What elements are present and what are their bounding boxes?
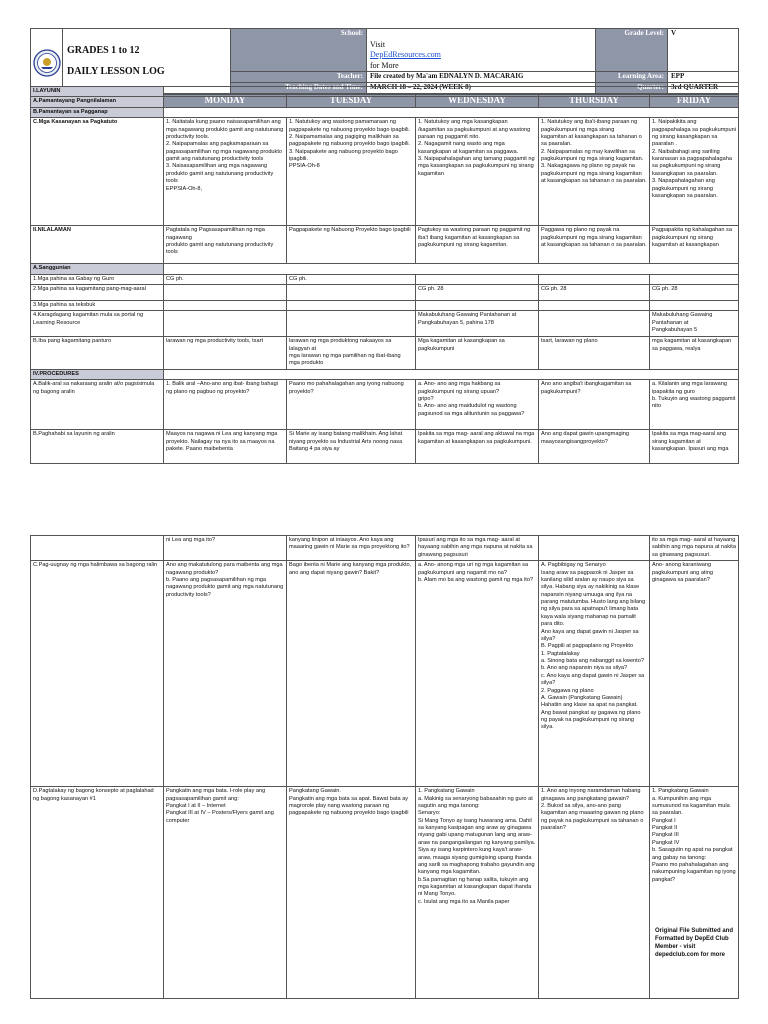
table-row <box>31 430 739 464</box>
section-row <box>31 369 739 379</box>
row-label: II.NILALAMAN <box>31 226 164 264</box>
day-cell-thursday <box>539 274 650 284</box>
table-row <box>31 337 739 370</box>
day-cell-thursday <box>539 536 650 561</box>
row-label: C.Mga Kasanayan sa Pagkatuto <box>31 118 164 226</box>
day-wednesday: WEDNESDAY <box>416 95 539 108</box>
day-cell-monday: Ano ang makatutulong para maibenta ang mga nagawang produkto? b. Paano ang pagsasapamilihan ng mga nagawang produkto gamit ang mga natutunang productivity tools? <box>164 561 287 787</box>
table-row <box>31 380 739 430</box>
row-label: C.Pag-uugnay ng mga halimbawa sa bagong ralin <box>31 561 164 787</box>
day-cell-tuesday: kanyang tinipon at iniaayos. Ano kaya ang maaaring gawin ni Marie sa mga proyektong ito? <box>287 536 416 561</box>
day-cell-monday: Pagtatala ng Pagsasapamilihan ng mga nagawang produkto gamit ang natutunang productivity tools <box>164 226 287 264</box>
day-cell-tuesday: Bago ibenta ni Marie ang kanyang mga produkto, ano ang dapat niyang gawin? Bakit? <box>287 561 416 787</box>
day-cell-monday: CG ph. <box>164 274 287 284</box>
day-thursday: THURSDAY <box>539 95 650 108</box>
teacher-value: File created by Ma'am EDNALYN D. MACARAIG <box>367 72 596 83</box>
day-cell-friday <box>650 274 739 284</box>
table-row <box>31 311 739 337</box>
day-cell-thursday: Ano ang dapat gawin upangmaging maayosangisangproyekto? <box>539 430 650 464</box>
school-visit-text: Visit <box>370 39 386 49</box>
section-empty <box>164 87 739 97</box>
day-cell-wednesday: a. Ano- ano ang mga hakbang sa pagkukumpuni ng sirang upuan? gripo? b. Ano- ano ang maidudulot ng wastong pagsunod sa mga alituntunin sa paggawa? <box>416 380 539 430</box>
day-cell-thursday: 1. Ano ang inyong naramdaman habang ginagawa ang pangkatang gawain? 2. Bukod sa silya, ano-ano pang kagamitan ang maaaring gawan ng plano ng payak na pagkukumpuni sa tahanan o paaralan? <box>539 787 650 999</box>
row-label: 4.Karagdagang kagamitan mula sa portal ng Learning Resource <box>31 311 164 337</box>
table-row <box>31 300 739 310</box>
dates-label: Teaching Dates and Time: <box>231 83 367 94</box>
day-cell-friday: Ano- anong karaniwang pagkukumpuni ang ating ginagawa sa paaralan? <box>650 561 739 787</box>
section-row <box>31 97 739 107</box>
lesson-table-page2 <box>30 535 738 999</box>
section-label: I.LAYUNIN <box>31 87 164 97</box>
day-cell-monday: Maayos na nagawa ni Lea ang kanyang mga proyekto. Nailagay na nya ito sa maayos na pakete. Paano maibebenta <box>164 430 287 464</box>
school-label: School: <box>231 29 367 72</box>
day-cell-friday: CG ph. 28 <box>650 284 739 300</box>
title-line1: GRADES 1 to 12 <box>67 45 140 57</box>
day-cell-monday: 1. Balik aral –Ano-ano ang ibat- ibang bahagi ng plano ng pagbuo ng proyekto? <box>164 380 287 430</box>
seal-icon <box>33 49 61 77</box>
table-row <box>31 561 739 787</box>
teacher-label: Teacher: <box>231 72 367 83</box>
day-cell-tuesday: CG ph. <box>287 274 416 284</box>
day-cell-tuesday <box>287 284 416 300</box>
dates-value: MARCH 18 – 22, 2024 (WEEK 8) <box>367 83 596 94</box>
day-cell-thursday: Ano ano angiba't ibangkagamitan sa pagkukumpuni? <box>539 380 650 430</box>
school-value <box>367 29 596 72</box>
row-label: B.Paghahabi sa layunin ng aralin <box>31 430 164 464</box>
row-label: A.Balik-aral sa nakaraang aralin at/o pagsisimula ng bagong aralin <box>31 380 164 430</box>
day-cell-friday: 1. Pangkatang Gawain a. Kumpunihin ang mga sumusunod na kagamitan mula sa paaralan. Pangkat I Pangkat II Pangkat III Pangkat IV b. Sasagutin ng apat na pangkat ang gabay na tanong: Paano mo pahahalagahan ang nakumpuning kagamitan ng iyong pangkat? <box>650 787 739 999</box>
row-label: 1.Mga pahina sa Gabay ng Guro <box>31 274 164 284</box>
row-label: D.Pagtalakay ng bagong konsepto at paglalahad ng bagong kasanayan #1 <box>31 787 164 999</box>
day-cell-tuesday: Pagpapakete ng Nabuong Proyekto bago ipagbili <box>287 226 416 264</box>
quarter-value: 3rd QUARTER <box>668 83 739 94</box>
day-cell-friday: mga kagamitan at kasangkapan sa paggawa, realya <box>650 337 739 370</box>
quarter-label: Quarter: <box>596 83 668 94</box>
day-cell-friday: ito sa mga mag- aaral at hayaang sabihin ang mga napuna at nakita sa ginawang pagsusuri. <box>650 536 739 561</box>
day-cell-monday: larawan ng mga productivity tools, tsart <box>164 337 287 370</box>
day-cell-monday: 1. Naitatala kung paano naisasapamilihan ang mga nagawang produkto gamit ang natutunang productivity tools. 2. Naipapamalas ang pagkamaparaan sa pagsasapamilihan ng mga nagawang produkto gamit ang natutunang productivity tools 3. Naisasapamilihan ang mga nagawang produkto gamit ang natutunang productivity tools EPPSIA-Oh-8, <box>164 118 287 226</box>
day-cell-monday <box>164 300 287 310</box>
day-cell-thursday: 1. Natutukoy ang iba't-ibang paraan ng pagkukumpuni ng mga sirang kagamitan at kasangkapan sa tahanan o sa paaralan. 2. Naipapamalas ng may kawilihan sa pagkukumpuni ng mga sirang kagamitan. 3. Nakagagawa ng plano ng payak na pagkukumpuni ng mga sirang kagamitan at kasangkapan sa tahanan o sa paaralan. <box>539 118 650 226</box>
table-row <box>31 226 739 264</box>
row-label <box>31 536 164 561</box>
day-cell-tuesday: Si Marie ay isang batang malikhain. Ang lahat niyang proyekto sa Industrial Arts noong nasa Baitang 4 pa siya ay <box>287 430 416 464</box>
day-cell-monday <box>164 284 287 300</box>
section-label: IV.PROCEDURES <box>31 369 164 379</box>
table-row <box>31 274 739 284</box>
day-tuesday: TUESDAY <box>287 95 416 108</box>
day-cell-tuesday: Paano mo pahahalagahan ang iyong nabuong proyekto? <box>287 380 416 430</box>
day-cell-thursday: tsart, larawan ng plano <box>539 337 650 370</box>
day-cell-friday: Ipakita sa mga mag-aaral ang sirang kagamitan at kasangkapan. Ipasuri ang mga <box>650 430 739 464</box>
section-label: B.Pamantayan sa Pagganap <box>31 107 164 117</box>
day-cell-monday: ni Lea ang mga ito? <box>164 536 287 561</box>
table-row <box>31 284 739 300</box>
day-cell-wednesday: CG ph. 28 <box>416 284 539 300</box>
grade-label: Grade Level: <box>596 29 668 72</box>
day-cell-tuesday: Pangkatang Gawain. Pangkatin ang mga bata sa apat. Bawat bata ay magrorole play nang wastong paraan ng pagpapakete ng nabuong proyekto bago ipagbili <box>287 787 416 999</box>
table-row <box>31 118 739 226</box>
day-cell-wednesday: Ipasuri ang mga ito sa mga mag- aaral at hayaang sabihin ang mga napuna at nakita sa ginawang pagsusuri <box>416 536 539 561</box>
day-cell-thursday: Paggawa ng plano ng payak na pagkukumpuni ng mga sirang kagamitan at kasangkapan sa tahanan o sa paaralan. <box>539 226 650 264</box>
day-cell-wednesday: 1. Natutukoy ang mga kasangkapan /kagamitan sa pagkukumpuni at ang wastong paraan ng paggamit nito. 2. Nagagamit nang wasto ang mga kasangkapan at kagamitan sa paggawa. 3. Naipapahalagahan ang tamang paggamit ng mga kasangkapan sa pagkukumpuni ng sirang kagamitan <box>416 118 539 226</box>
day-cell-thursday <box>539 300 650 310</box>
lesson-table-page1 <box>30 86 738 464</box>
day-cell-wednesday: Mga kagamitan at kasangkapan sa pagkukumpuni <box>416 337 539 370</box>
section-empty <box>164 107 739 117</box>
day-cell-wednesday: Makabuluhang Gawaing Pantahanan at Pangkabuhayan 5, pahina 178 <box>416 311 539 337</box>
day-monday: MONDAY <box>164 95 287 108</box>
area-label: Learning Area: <box>596 72 668 83</box>
day-cell-wednesday: Ipakita sa mga mag- aaral ang aktuwal na mga kagamitan at kasangkapan sa pagkukumpuni. <box>416 430 539 464</box>
table-row <box>31 536 739 561</box>
table-row <box>31 787 739 999</box>
day-cell-tuesday <box>287 311 416 337</box>
area-value: EPP <box>668 72 739 83</box>
day-cell-monday: Pangkatin ang mga bata. I-role play ang pagsasapamilihan gamit ang: Pangkat I at II – Internet Pangkat III at IV – Posters/Flyers gamit ang computer <box>164 787 287 999</box>
day-cell-wednesday <box>416 300 539 310</box>
section-empty <box>164 264 739 274</box>
day-friday: FRIDAY <box>650 95 739 108</box>
grade-value: V <box>668 29 739 72</box>
section-row <box>31 264 739 274</box>
section-empty <box>164 97 739 107</box>
day-cell-tuesday: 1. Natutukoy ang wastong pamamaraan ng pagpapakete ng nabuong proyekto bago ipagbili. 2. Naipamamalas ang pagiging malikhain sa pagpapakete ng nabuong proyekto bago ipagbili. 3. Naipapakete ang nabuong proyekto bago ipagbili. PPSIA-Oh-8 <box>287 118 416 226</box>
row-label: 2.Mga pahina sa kagamitang pang-mag-aaral <box>31 284 164 300</box>
day-cell-wednesday: Pagtukoy sa wastong paraan ng paggamit ng iba't ibang kagamitan at kasangkapan sa pagkukumpuni ng sirang kagamitan. <box>416 226 539 264</box>
depedresources-link[interactable]: DepEdResources.com <box>370 50 441 60</box>
day-cell-wednesday: 1. Pangkatang Gawain a. Makinig sa senaryong babasahin ng guro at sagutin ang mga tanong: Senaryo: Si Mang Tonyo ay isang huwarang ama. Dahil sa kanyang kasipagan ang araw ay ginagawa niyang gabi upang matugunan lang ang araw-araw na pangangailangan ng kanyang pamilya. Siya ay isang karpintero kung kaya't araw-araw, maaga siyang gumigising upang ihanda ang sarili sa maghapong trabaho gayundin ang kanyang mga kagamitan. b.Sa pamagitan ng hanap salita, tukuyin ang mga kagamitan at kasangkapan dapat ihanda ni Mang Tonyo. c. Isulat ang mga ito sa Manila paper <box>416 787 539 999</box>
day-cell-wednesday <box>416 274 539 284</box>
school-more-text: for More <box>370 60 399 70</box>
day-cell-wednesday: a. Ano- anong mga uri ng mga kagamitan sa pagkukumpuni ang nagamit mo na? b. Alam mo ba ang wastong gamit ng mga ito? <box>416 561 539 787</box>
day-cell-friday: Makabuluhang Gawaing Pantahanan at Pangkabuhayan 5 <box>650 311 739 337</box>
section-row <box>31 87 739 97</box>
day-cell-tuesday <box>287 300 416 310</box>
day-cell-friday <box>650 300 739 310</box>
day-cell-friday: a. Kilalanin ang mga larawang ipapakita ng guro b. Tukuyin ang wastong paggamit nito <box>650 380 739 430</box>
section-empty <box>164 369 739 379</box>
section-label: A.Sanggunian <box>31 264 164 274</box>
day-cell-friday: Pagpapakita ng kahalagahan sa pagkukumpuni ng sirang kagamitan at kasangkapan <box>650 226 739 264</box>
section-row <box>31 107 739 117</box>
title-block <box>63 29 231 94</box>
footer-note: Original File Submitted and Formatted by DepEd Club Member - visit depedclub.com for more <box>655 928 734 959</box>
deped-seal <box>31 29 63 94</box>
day-cell-tuesday: larawan ng mga produktong nakaayos sa lalagyan at mga larawan ng mga pamilihan ng ibat-ibang mga produkto <box>287 337 416 370</box>
day-cell-friday: 1. Naipakikita ang pagpapahalaga sa pagkukumpuni ng sirang kasangkapan sa paaralan . 2. Naibabahagi ang sariling karanasan sa pagpapahalagaha sa pagkukumpuni ng sirang kasangkapan sa paaralan. 3. Napapahalagahan ang pagkukumpuni ng sirang kasangkapan sa paaralan. <box>650 118 739 226</box>
day-cell-thursday: A. Pagbibigay ng Senaryo Isang araw sa pagpasok ni Jasper sa kanilang silid aralan ay naupo siya sa silya. Habang siya ay nakikinig sa klase napansin niyang umuuga ang ilya na parang matutumba. Husto lang ang bilang ng silya para sa apatnapu't limang bata kaya wala siyang mahanap na pamalit para dito. Ano kaya ang dapat gawin ni Jasper sa silya? B. Pagpili at pagpaplano ng Proyekto 1. Pagtatalakay a. Sinong bata ang nabanggit sa kwento? b. Ano ang napansin niya sa silya? c. Ano kaya ang dapat gawin ni Jasper sa silya? 2. Paggawa ng plano A. Gawain (Pangkatang Gawain) Hahatiin ang klase sa apat na pangkat. Ang bawat pangkat ay gagawa ng plano ng payak na pagkukumpuni ng sirang silya. <box>539 561 650 787</box>
section-label: A.Pamantayang Pangnilalaman <box>31 97 164 107</box>
day-cell-monday <box>164 311 287 337</box>
day-cell-thursday <box>539 311 650 337</box>
title-line2: DAILY LESSON LOG <box>67 65 165 77</box>
day-cell-thursday: CG ph. 28 <box>539 284 650 300</box>
row-label: 3.Mga pahina sa teksbuk <box>31 300 164 310</box>
row-label: B.Iba pang kagamitang panturo <box>31 337 164 370</box>
